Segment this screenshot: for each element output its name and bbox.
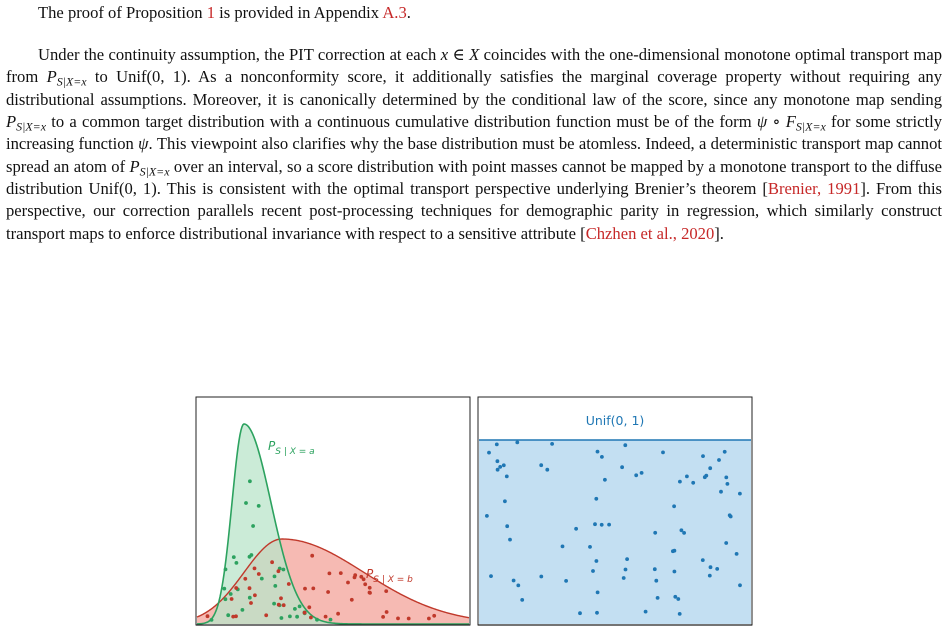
math-F: F — [785, 112, 796, 132]
sample-point-a — [295, 615, 299, 619]
sample-point-uniform — [487, 451, 491, 455]
sample-point-uniform — [701, 558, 705, 562]
text-segment: to a common target distribution with a continuous cumulative distribution function must be of the form — [46, 112, 757, 132]
sample-point-uniform — [738, 492, 742, 496]
sample-point-uniform — [717, 458, 721, 462]
sample-point-b — [407, 617, 411, 621]
figure-pit-transport — [0, 396, 948, 627]
sample-point-a — [229, 592, 233, 596]
right-panel-uniform — [478, 397, 752, 625]
text-segment: is provided in Appendix — [214, 3, 383, 22]
paragraph-proof-note — [38, 2, 918, 24]
text-segment: over an interval, so a score distribution with point masses cannot be mapped by a monotone transport to the diffuse distribution Unif(0, 1). This is consistent with the optimal transport perspective underlying Brenier’s theorem [ — [6, 156, 942, 199]
sample-point-uniform — [607, 523, 611, 527]
sample-point-a — [222, 587, 226, 591]
sample-point-b — [234, 586, 238, 590]
sample-point-uniform — [596, 450, 600, 454]
sample-point-b — [264, 613, 268, 617]
sample-point-a — [248, 479, 252, 483]
sample-point-uniform — [574, 527, 578, 531]
sample-point-b — [328, 572, 332, 576]
sample-point-a — [272, 602, 276, 606]
sample-point-b — [307, 605, 311, 609]
sample-point-b — [253, 593, 257, 597]
sample-point-uniform — [623, 443, 627, 447]
sample-point-uniform — [724, 541, 728, 545]
sample-point-uniform — [661, 451, 665, 455]
sample-point-uniform — [495, 443, 499, 447]
sample-point-uniform — [729, 515, 733, 519]
math-P: P — [6, 112, 17, 132]
math-in: ∈ — [448, 45, 470, 64]
sample-point-b — [336, 612, 340, 616]
sample-point-b — [385, 610, 389, 614]
sample-point-uniform — [600, 455, 604, 459]
sample-point-uniform — [678, 480, 682, 484]
sample-point-uniform — [715, 567, 719, 571]
sample-point-b — [350, 598, 354, 602]
label-uniform: Unif(0, 1) — [585, 413, 645, 428]
sample-point-uniform — [485, 514, 489, 518]
sample-point-b — [353, 573, 357, 577]
sample-point-b — [396, 617, 400, 621]
sample-point-uniform — [671, 549, 675, 553]
sample-point-a — [241, 608, 245, 612]
label-density-a: $P_{S | X = a}$ — [268, 439, 315, 457]
sample-point-b — [206, 614, 210, 618]
left-panel-conditional-densities — [196, 397, 470, 625]
math-x: x — [440, 45, 449, 64]
sample-point-uniform — [545, 468, 549, 472]
sample-point-uniform — [672, 504, 676, 508]
sample-point-a — [282, 568, 286, 572]
sample-point-b — [234, 614, 238, 618]
sample-point-uniform — [644, 610, 648, 614]
sample-point-uniform — [508, 538, 512, 542]
sample-point-b — [248, 586, 252, 590]
sample-point-uniform — [603, 478, 607, 482]
sample-point-b — [339, 571, 343, 575]
sample-point-b — [277, 569, 281, 573]
math-set-X: X — [469, 45, 480, 64]
sample-point-b — [368, 591, 372, 595]
sample-point-a — [260, 577, 264, 581]
math-subscript: S|X=x — [139, 164, 170, 179]
sample-point-uniform — [708, 466, 712, 470]
sample-point-uniform — [620, 465, 624, 469]
sample-point-uniform — [678, 612, 682, 616]
sample-point-a — [224, 597, 228, 601]
sample-point-uniform — [738, 583, 742, 587]
text-segment: ]. From this perspective, our correction parallels recent post-processing techniques for demographic parity in regression, which similarly construct transport maps to enforce distributional invariance with respect to a sensitive attribute [ — [6, 179, 943, 243]
sample-point-b — [346, 581, 350, 585]
sample-point-b — [277, 603, 281, 607]
sample-point-uniform — [685, 475, 689, 479]
sample-point-uniform — [624, 568, 628, 572]
sample-point-b — [427, 617, 431, 621]
sample-point-uniform — [596, 591, 600, 595]
sample-point-uniform — [656, 596, 660, 600]
sample-point-uniform — [595, 611, 599, 615]
text-segment: coincides with the one-dimensional monotone optimal transport map from — [6, 45, 942, 87]
sample-point-b — [279, 596, 283, 600]
sample-point-uniform — [515, 441, 519, 445]
sample-point-b — [310, 554, 314, 558]
sample-point-uniform — [653, 531, 657, 535]
sample-point-uniform — [735, 552, 739, 556]
sample-point-uniform — [726, 482, 730, 486]
text-segment: . This viewpoint also clarifies why the base distribution must be atomless. Indeed, a deterministic transport map cannot spread an atom of — [6, 134, 942, 176]
sample-point-a — [257, 504, 261, 508]
sample-point-uniform — [708, 574, 712, 578]
sample-point-b — [384, 589, 388, 593]
sample-point-a — [273, 575, 277, 579]
math-subscript: S|X=x — [795, 119, 826, 134]
sample-point-uniform — [512, 579, 516, 583]
sample-point-a — [251, 524, 255, 528]
sample-point-uniform — [505, 475, 509, 479]
sample-point-a — [210, 618, 214, 622]
sample-point-uniform — [505, 524, 509, 528]
sample-point-uniform — [516, 584, 520, 588]
sample-point-uniform — [588, 545, 592, 549]
sample-point-uniform — [489, 574, 493, 578]
appendix-ref-link[interactable]: A.3 — [382, 3, 407, 22]
sample-point-b — [381, 615, 385, 619]
sample-point-uniform — [691, 481, 695, 485]
sample-point-b — [432, 614, 436, 618]
math-psi: ψ — [138, 134, 149, 154]
sample-point-uniform — [709, 565, 713, 569]
sample-point-uniform — [594, 497, 598, 501]
sample-point-uniform — [503, 499, 507, 503]
text-segment: The proof of Proposition — [38, 3, 207, 22]
sample-point-uniform — [550, 442, 554, 446]
text-segment: for some strictly increasing function — [6, 112, 942, 154]
sample-point-a — [273, 584, 277, 588]
sample-point-a — [315, 618, 319, 622]
sample-point-uniform — [595, 559, 599, 563]
sample-point-uniform — [673, 595, 677, 599]
brenier-citation-link[interactable]: Brenier, 1991 — [767, 179, 861, 199]
sample-point-uniform — [498, 465, 502, 469]
sample-point-b — [303, 587, 307, 591]
sample-point-uniform — [673, 570, 677, 574]
sample-point-b — [324, 615, 328, 619]
sample-point-uniform — [520, 598, 524, 602]
sample-point-uniform — [622, 576, 626, 580]
figure-svg — [0, 396, 948, 627]
sample-point-uniform — [591, 569, 595, 573]
sample-point-b — [326, 590, 330, 594]
sample-point-b — [303, 611, 307, 615]
math-P: P — [46, 67, 57, 87]
label-density-b: $P_{S | X = b}$ — [366, 567, 413, 585]
sample-point-b — [249, 601, 253, 605]
sample-point-a — [248, 555, 252, 559]
sample-point-uniform — [680, 528, 684, 532]
sample-point-uniform — [703, 475, 707, 479]
text-segment: Under the continuity assumption, the PIT correction at each — [38, 45, 441, 64]
text-segment: to Unif(0, 1). As a nonconformity score, it additionally satisfies the marginal coverage property without requiring any distributional assumptions. Moreover, it is canonically determined by the conditional law of the score, since any monotone map sending — [6, 67, 943, 109]
proposition-ref-link[interactable]: 1 — [206, 3, 215, 22]
sample-point-b — [230, 597, 234, 601]
sample-point-uniform — [502, 463, 506, 467]
sample-point-uniform — [654, 579, 658, 583]
sample-point-uniform — [564, 579, 568, 583]
text-segment: . — [406, 3, 411, 22]
sample-point-uniform — [539, 463, 543, 467]
sample-point-b — [253, 567, 257, 571]
sample-point-b — [362, 577, 366, 581]
sample-point-a — [280, 616, 284, 620]
sample-point-uniform — [719, 490, 723, 494]
sample-point-uniform — [496, 459, 500, 463]
sample-point-uniform — [600, 523, 604, 527]
sample-point-a — [224, 568, 228, 572]
sample-point-uniform — [625, 557, 629, 561]
math-circ: ∘ — [767, 112, 786, 132]
text-segment: ]. — [714, 223, 724, 243]
sample-point-b — [287, 582, 291, 586]
sample-point-b — [309, 616, 313, 620]
sample-point-uniform — [701, 454, 705, 458]
sample-point-a — [244, 501, 248, 505]
sample-point-a — [232, 555, 236, 559]
sample-point-b — [363, 582, 367, 586]
sample-point-b — [270, 560, 274, 564]
sample-point-uniform — [640, 471, 644, 475]
sample-point-uniform — [634, 473, 638, 477]
sample-point-a — [329, 618, 333, 622]
sample-point-a — [248, 596, 252, 600]
sample-point-b — [243, 577, 247, 581]
sample-point-uniform — [496, 468, 500, 472]
sample-point-uniform — [561, 545, 565, 549]
sample-point-b — [368, 586, 372, 590]
sample-point-uniform — [723, 450, 727, 454]
math-subscript: S|X=x — [16, 119, 47, 134]
sample-point-b — [282, 603, 286, 607]
chzhen-citation-link[interactable]: Chzhen et al., 2020 — [585, 223, 715, 243]
sample-point-b — [257, 572, 261, 576]
sample-point-b — [311, 587, 315, 591]
sample-point-uniform — [653, 567, 657, 571]
math-psi: ψ — [756, 112, 768, 132]
math-subscript: S|X=x — [56, 74, 87, 89]
sample-point-uniform — [593, 522, 597, 526]
sample-point-a — [293, 607, 297, 611]
sample-point-uniform — [539, 575, 543, 579]
sample-point-a — [288, 615, 292, 619]
sample-point-a — [226, 613, 230, 617]
sample-point-a — [235, 561, 239, 565]
sample-point-uniform — [578, 611, 582, 615]
paragraph-pit-correction — [6, 44, 942, 245]
sample-point-a — [298, 605, 302, 609]
math-P: P — [129, 156, 140, 176]
sample-point-uniform — [724, 476, 728, 480]
